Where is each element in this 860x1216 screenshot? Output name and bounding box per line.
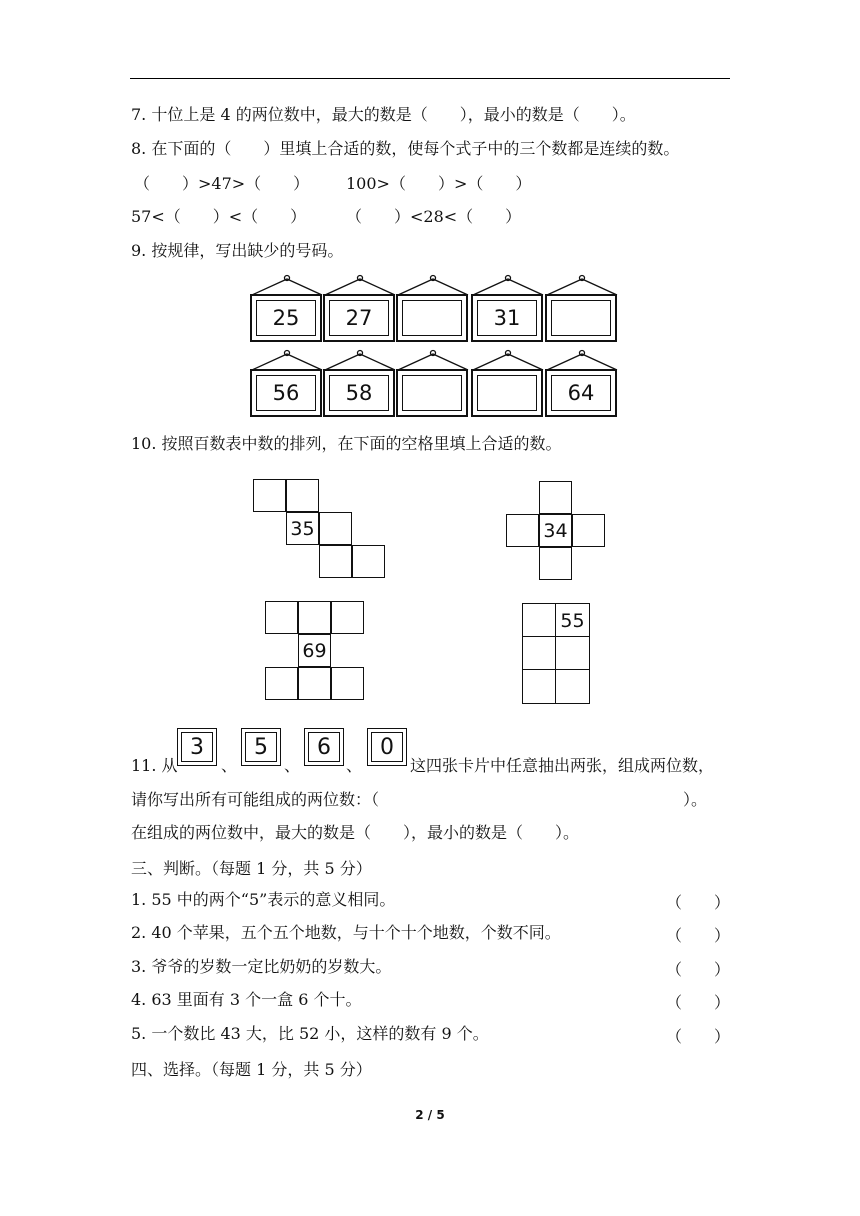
q8-expr-d: （ ）<28<（ ） bbox=[346, 207, 522, 226]
question-8: 8. 在下面的（ ）里填上合适的数，使每个式子中的三个数都是连续的数。 bbox=[131, 139, 680, 158]
q11-line-2: 请你写出所有可能组成的两位数：（ ）。 bbox=[131, 790, 708, 809]
grid-b-cell bbox=[539, 547, 572, 580]
judge-4-paren: （ ） bbox=[665, 993, 730, 1012]
q11-suffix: 这四张卡片中任意抽出两张，组成两位数， bbox=[410, 756, 715, 775]
grid-d-cell bbox=[555, 636, 590, 671]
grid-b-cell bbox=[506, 514, 539, 547]
q11-line-3: 在组成的两位数中，最大的数是（ ），最小的数是（ ）。 bbox=[131, 823, 580, 842]
grid-d-cell bbox=[555, 669, 590, 704]
grid-c-cell bbox=[298, 667, 331, 700]
frame-row1-4: 31 bbox=[471, 294, 543, 342]
judge-5-text: 5. 一个数比 43 大，比 52 小，这样的数有 9 个。 bbox=[131, 1024, 489, 1043]
judge-3-text: 3. 爷爷的岁数一定比奶奶的岁数大。 bbox=[131, 957, 392, 976]
judge-1-paren: （ ） bbox=[665, 893, 730, 912]
grid-d-cell bbox=[522, 603, 557, 638]
q8-expr-a: （ ）>47>（ ） bbox=[134, 174, 310, 193]
grid-c-cell bbox=[331, 601, 364, 634]
grid-a-cell bbox=[352, 545, 385, 578]
grid-d-cell bbox=[522, 669, 557, 704]
digit-card: 5 bbox=[241, 728, 281, 766]
frame-hangers bbox=[0, 0, 860, 420]
digit-card: 6 bbox=[304, 728, 344, 766]
judge-3-paren: （ ） bbox=[665, 960, 730, 979]
grid-a-cell bbox=[253, 479, 286, 512]
section-3-heading: 三、判断。（每题 1 分，共 5 分） bbox=[131, 859, 372, 878]
judge-4-text: 4. 63 里面有 3 个一盒 6 个十。 bbox=[131, 990, 362, 1009]
grid-b-cell-value: 34 bbox=[539, 514, 572, 547]
digit-card: 3 bbox=[177, 728, 217, 766]
q11-separator: 、 bbox=[284, 756, 301, 775]
question-9: 9. 按规律，写出缺少的号码。 bbox=[131, 241, 344, 260]
grid-a-cell-value: 35 bbox=[286, 512, 319, 545]
q11-separator: 、 bbox=[221, 756, 238, 775]
question-7: 7. 十位上是 4 的两位数中，最大的数是（ ），最小的数是（ ）。 bbox=[131, 105, 636, 124]
grid-c-cell bbox=[298, 601, 331, 634]
frame-row1-2: 27 bbox=[323, 294, 395, 342]
grid-a-cell bbox=[286, 479, 319, 512]
page-number: 2 / 5 bbox=[415, 1108, 445, 1122]
judge-2-paren: （ ） bbox=[665, 926, 730, 945]
grid-c-cell bbox=[331, 667, 364, 700]
frame-row2-5: 64 bbox=[545, 369, 617, 417]
judge-5-paren: （ ） bbox=[665, 1027, 730, 1046]
judge-2-text: 2. 40 个苹果，五个五个地数，与十个十个地数，个数不同。 bbox=[131, 923, 561, 942]
question-10: 10. 按照百数表中数的排列，在下面的空格里填上合适的数。 bbox=[131, 434, 562, 453]
frame-row1-1: 25 bbox=[250, 294, 322, 342]
section-4-heading: 四、选择。（每题 1 分，共 5 分） bbox=[131, 1060, 372, 1079]
grid-c-cell-value: 69 bbox=[298, 634, 331, 667]
grid-b-cell bbox=[572, 514, 605, 547]
grid-a-cell bbox=[319, 512, 352, 545]
grid-d-cell-value: 55 bbox=[555, 603, 590, 638]
q11-separator: 、 bbox=[346, 756, 363, 775]
judge-1-text: 1. 55 中的两个“5”表示的意义相同。 bbox=[131, 890, 396, 909]
grid-c-cell bbox=[265, 667, 298, 700]
grid-c-cell bbox=[265, 601, 298, 634]
grid-a-cell bbox=[319, 545, 352, 578]
q8-expr-c: 57<（ ）<（ ） bbox=[131, 207, 307, 226]
q11-prefix: 11. 从 bbox=[131, 756, 178, 775]
frame-row2-1: 56 bbox=[250, 369, 322, 417]
grid-d-cell bbox=[522, 636, 557, 671]
grid-b-cell bbox=[539, 481, 572, 514]
digit-card: 0 bbox=[367, 728, 407, 766]
frame-row2-2: 58 bbox=[323, 369, 395, 417]
q8-expr-b: 100>（ ）>（ ） bbox=[346, 174, 532, 193]
